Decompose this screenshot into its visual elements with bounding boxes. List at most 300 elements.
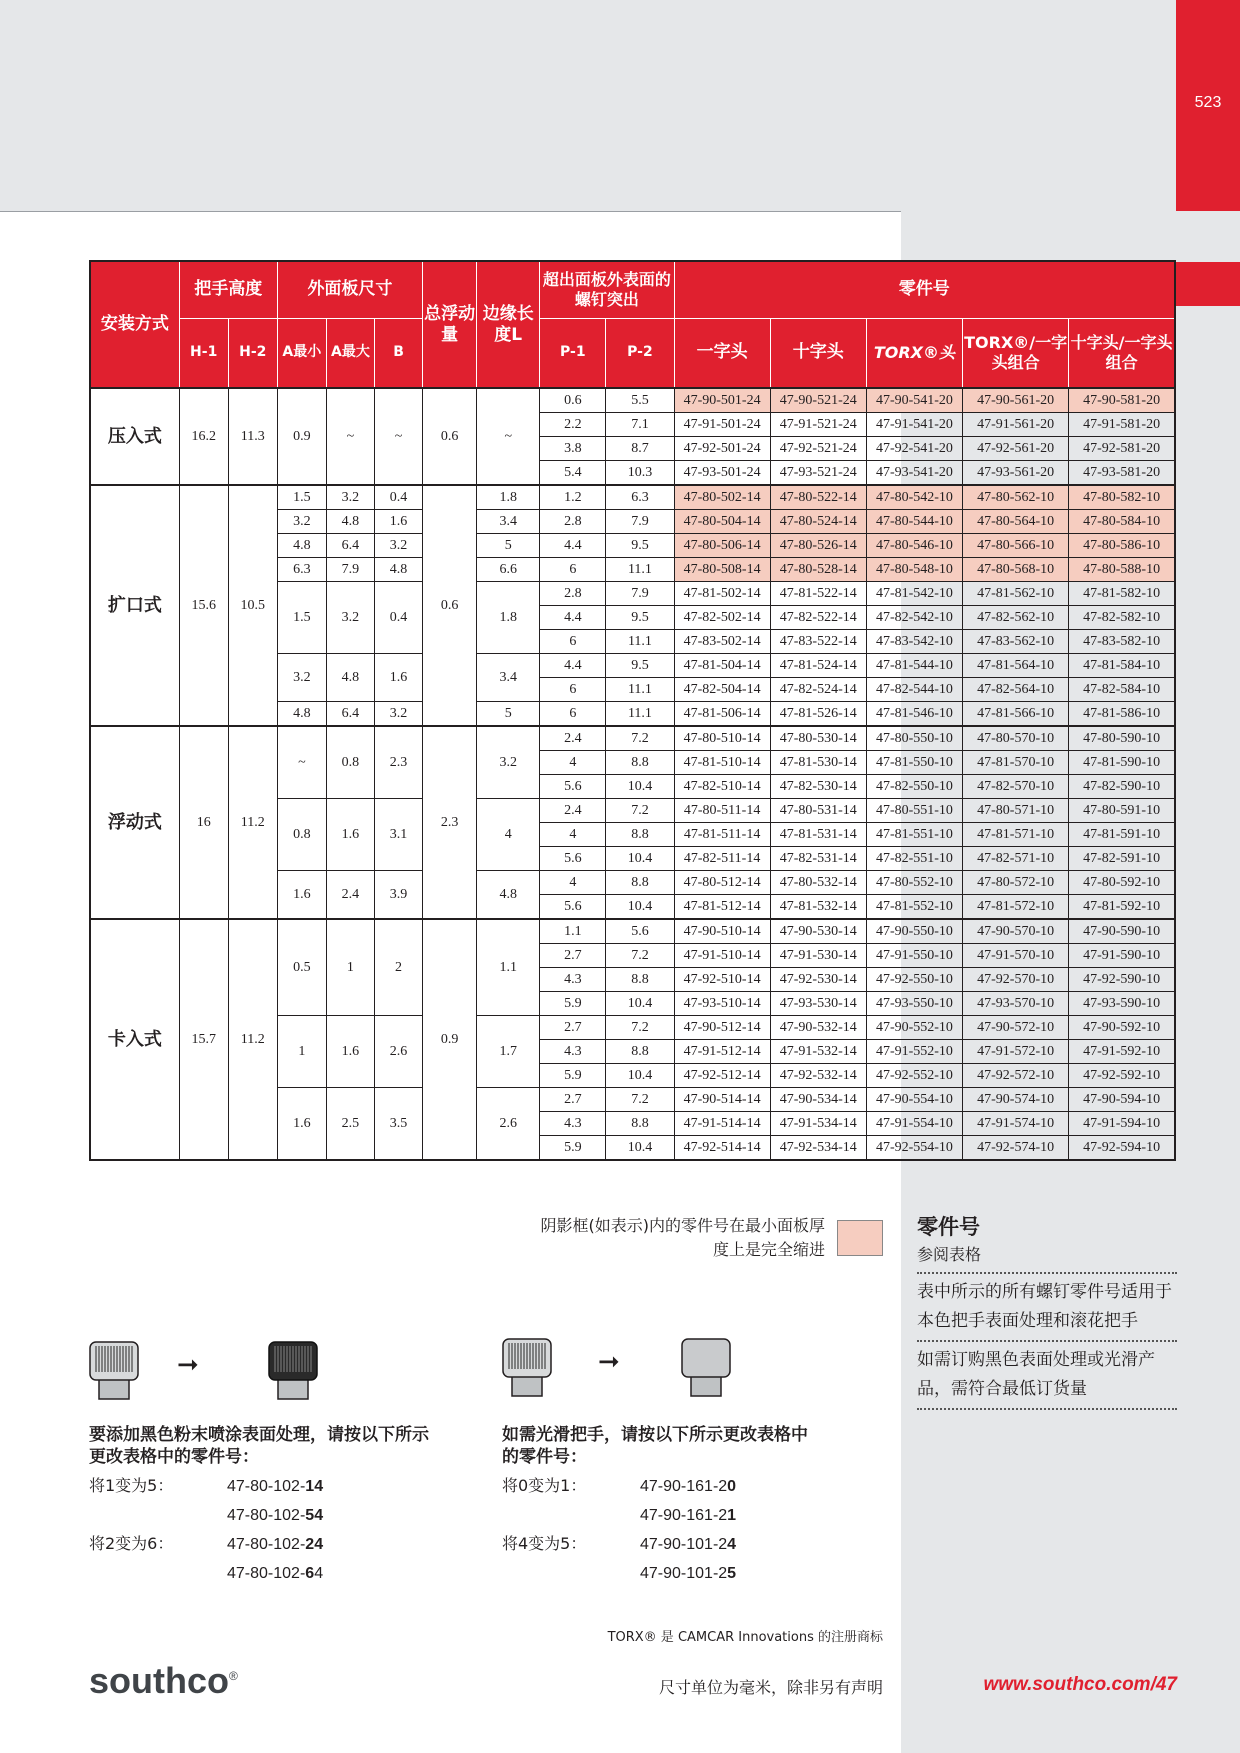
part-number-cell: 47-81-510-14 <box>674 751 770 775</box>
p1-cell: 4.4 <box>540 606 606 630</box>
part-number-cell: 47-91-592-10 <box>1069 1040 1175 1064</box>
part-number-cell: 47-81-506-14 <box>674 702 770 727</box>
part-number-cell: 47-90-501-24 <box>674 388 770 413</box>
part-number-cell: 47-92-521-24 <box>770 437 866 461</box>
col-h1: H-1 <box>179 318 228 388</box>
part-code: 47-80-102-64 <box>227 1565 324 1582</box>
p2-cell: 8.8 <box>606 1112 674 1136</box>
edge-length-cell: 2.6 <box>477 1088 540 1161</box>
a-max-cell: 1 <box>326 919 374 1016</box>
part-number-cell: 47-90-570-10 <box>963 919 1069 944</box>
part-number-cell: 47-80-531-14 <box>770 799 866 823</box>
p1-cell: 5.9 <box>540 992 606 1016</box>
b-cell: 0.4 <box>374 582 422 654</box>
part-number-cell: 47-92-501-24 <box>674 437 770 461</box>
part-number-cell: 47-91-550-10 <box>866 944 962 968</box>
shade-swatch <box>837 1220 883 1256</box>
col-a-min: A最小 <box>277 318 326 388</box>
h1-cell: 16 <box>179 726 228 919</box>
smooth-handle-instruction: 如需光滑把手，请按以下所示更改表格中 的零件号： <box>502 1425 808 1467</box>
part-number-cell: 47-80-530-14 <box>770 726 866 751</box>
table-row <box>90 388 1175 413</box>
part-number-cell: 47-80-502-14 <box>674 485 770 510</box>
part-number-cell: 47-82-582-10 <box>1069 606 1175 630</box>
col-p2: P-2 <box>606 318 674 388</box>
edge-length-cell: 4 <box>477 799 540 871</box>
part-number-cell: 47-91-541-20 <box>866 413 962 437</box>
smooth-knob-icon <box>681 1337 733 1397</box>
col-phillips: 十字头 <box>770 318 866 388</box>
col-mount: 安装方式 <box>90 261 179 388</box>
part-number-cell: 47-91-521-24 <box>770 413 866 437</box>
part-number-cell: 47-90-572-10 <box>963 1016 1069 1040</box>
edge-length-cell: 1.1 <box>477 919 540 1016</box>
a-min-cell: 1.5 <box>277 485 326 510</box>
part-number-cell: 47-92-550-10 <box>866 968 962 992</box>
p1-cell: 6 <box>540 702 606 727</box>
part-number-cell: 47-93-570-10 <box>963 992 1069 1016</box>
part-number-cell: 47-92-512-14 <box>674 1064 770 1088</box>
part-number-cell: 47-80-542-10 <box>866 485 962 510</box>
p2-cell: 8.8 <box>606 871 674 895</box>
edge-length-cell: 3.2 <box>477 726 540 799</box>
b-cell: 1.6 <box>374 510 422 534</box>
part-number-cell: 47-82-504-14 <box>674 678 770 702</box>
part-number-cell: 47-91-570-10 <box>963 944 1069 968</box>
p2-cell: 5.6 <box>606 919 674 944</box>
p1-cell: 0.6 <box>540 388 606 413</box>
part-number-cell: 47-82-510-14 <box>674 775 770 799</box>
part-number-cell: 47-90-552-10 <box>866 1016 962 1040</box>
a-max-cell: ~ <box>326 388 374 485</box>
p2-cell: 7.2 <box>606 1016 674 1040</box>
part-number-cell: 47-92-594-10 <box>1069 1136 1175 1161</box>
part-number-cell: 47-93-550-10 <box>866 992 962 1016</box>
mount-style-cell: 扩口式 <box>90 485 179 726</box>
part-number-cell: 47-80-562-10 <box>963 485 1069 510</box>
red-stripe <box>1176 262 1240 306</box>
part-number-cell: 47-82-562-10 <box>963 606 1069 630</box>
part-number-cell: 47-81-591-10 <box>1069 823 1175 847</box>
a-min-cell: 0.8 <box>277 799 326 871</box>
part-number-cell: 47-90-592-10 <box>1069 1016 1175 1040</box>
part-number-cell: 47-80-570-10 <box>963 726 1069 751</box>
part-number-cell: 47-82-530-14 <box>770 775 866 799</box>
float-cell: 0.6 <box>423 388 477 485</box>
p2-cell: 11.1 <box>606 558 674 582</box>
p1-cell: 4.4 <box>540 534 606 558</box>
float-cell: 0.9 <box>423 919 477 1160</box>
col-float: 总浮动量 <box>423 261 477 388</box>
part-number-cell: 47-90-581-20 <box>1069 388 1175 413</box>
b-cell: ~ <box>374 388 422 485</box>
part-number-cell: 47-80-510-14 <box>674 726 770 751</box>
part-number-cell: 47-90-514-14 <box>674 1088 770 1112</box>
part-number-cell: 47-81-544-10 <box>866 654 962 678</box>
a-min-cell: 4.8 <box>277 534 326 558</box>
part-number-cell: 47-81-522-14 <box>770 582 866 606</box>
p1-cell: 2.7 <box>540 944 606 968</box>
part-number-cell: 47-80-584-10 <box>1069 510 1175 534</box>
float-cell: 2.3 <box>423 726 477 919</box>
h2-cell: 11.3 <box>228 388 277 485</box>
p1-cell: 4.3 <box>540 1040 606 1064</box>
part-number-cell: 47-80-564-10 <box>963 510 1069 534</box>
part-number-cell: 47-91-554-10 <box>866 1112 962 1136</box>
a-max-cell: 6.4 <box>326 534 374 558</box>
mount-style-cell: 压入式 <box>90 388 179 485</box>
a-min-cell: 1.6 <box>277 871 326 920</box>
part-number-cell: 47-83-522-14 <box>770 630 866 654</box>
part-number-cell: 47-81-502-14 <box>674 582 770 606</box>
p1-cell: 2.8 <box>540 582 606 606</box>
part-number-cell: 47-92-530-14 <box>770 968 866 992</box>
part-code: 47-80-102-14 <box>227 1478 324 1495</box>
sidebar-subtitle: 参阅表格 <box>917 1242 1177 1274</box>
part-number-cell: 47-93-590-10 <box>1069 992 1175 1016</box>
part-number-cell: 47-90-510-14 <box>674 919 770 944</box>
part-number-cell: 47-92-552-10 <box>866 1064 962 1088</box>
a-min-cell: 1 <box>277 1016 326 1088</box>
col-h2: H-2 <box>228 318 277 388</box>
p2-cell: 6.3 <box>606 485 674 510</box>
p2-cell: 8.8 <box>606 968 674 992</box>
part-number-cell: 47-92-590-10 <box>1069 968 1175 992</box>
p1-cell: 4.3 <box>540 1112 606 1136</box>
b-cell: 3.9 <box>374 871 422 920</box>
part-number-cell: 47-90-594-10 <box>1069 1088 1175 1112</box>
float-cell: 0.6 <box>423 485 477 726</box>
part-number-cell: 47-80-512-14 <box>674 871 770 895</box>
part-number-cell: 47-82-502-14 <box>674 606 770 630</box>
part-number-cell: 47-91-532-14 <box>770 1040 866 1064</box>
part-number-cell: 47-81-524-14 <box>770 654 866 678</box>
p2-cell: 11.1 <box>606 702 674 727</box>
part-number-cell: 47-90-590-10 <box>1069 919 1175 944</box>
part-number-cell: 47-81-552-10 <box>866 895 962 920</box>
p2-cell: 11.1 <box>606 678 674 702</box>
edge-length-cell: 3.4 <box>477 510 540 534</box>
part-number-cell: 47-81-532-14 <box>770 895 866 920</box>
part-number-cell: 47-90-541-20 <box>866 388 962 413</box>
black-knurled-knob-icon <box>268 1340 320 1400</box>
p1-cell: 2.4 <box>540 799 606 823</box>
part-number-cell: 47-82-542-10 <box>866 606 962 630</box>
part-number-cell: 47-81-584-10 <box>1069 654 1175 678</box>
sidebar-part-no <box>917 1212 1177 1410</box>
edge-length-cell: 3.4 <box>477 654 540 702</box>
sidebar-title: 零件号 <box>917 1215 980 1239</box>
arrow-right-icon: ➞ <box>177 1350 199 1380</box>
part-number-cell: 47-91-530-14 <box>770 944 866 968</box>
part-number-cell: 47-91-552-10 <box>866 1040 962 1064</box>
part-number-cell: 47-81-592-10 <box>1069 895 1175 920</box>
edge-length-cell: 1.8 <box>477 485 540 510</box>
p1-cell: 6 <box>540 558 606 582</box>
p1-cell: 2.7 <box>540 1016 606 1040</box>
a-max-cell: 2.5 <box>326 1088 374 1161</box>
part-number-cell: 47-80-506-14 <box>674 534 770 558</box>
part-number-cell: 47-81-586-10 <box>1069 702 1175 727</box>
p1-cell: 5.6 <box>540 895 606 920</box>
b-cell: 2 <box>374 919 422 1016</box>
part-number-cell: 47-81-531-14 <box>770 823 866 847</box>
parts-table <box>89 260 1176 1161</box>
p2-cell: 7.2 <box>606 1088 674 1112</box>
part-number-cell: 47-81-590-10 <box>1069 751 1175 775</box>
a-max-cell: 0.8 <box>326 726 374 799</box>
col-phillips-combo: 十字头/一字头组合 <box>1069 318 1175 388</box>
part-number-cell: 47-91-510-14 <box>674 944 770 968</box>
part-number-cell: 47-80-572-10 <box>963 871 1069 895</box>
part-number-cell: 47-92-532-14 <box>770 1064 866 1088</box>
knurled-knob-icon <box>89 1340 141 1400</box>
h2-cell: 11.2 <box>228 726 277 919</box>
edge-length-cell: 4.8 <box>477 871 540 920</box>
part-number-cell: 47-92-554-10 <box>866 1136 962 1161</box>
part-number-cell: 47-82-570-10 <box>963 775 1069 799</box>
mount-style-cell: 浮动式 <box>90 726 179 919</box>
part-number-cell: 47-81-546-10 <box>866 702 962 727</box>
p1-cell: 2.7 <box>540 1088 606 1112</box>
mount-style-cell: 卡入式 <box>90 919 179 1160</box>
part-number-cell: 47-81-512-14 <box>674 895 770 920</box>
p1-cell: 4.3 <box>540 968 606 992</box>
table-row <box>90 726 1175 751</box>
part-number-cell: 47-82-524-14 <box>770 678 866 702</box>
part-number-cell: 47-92-510-14 <box>674 968 770 992</box>
b-cell: 0.4 <box>374 485 422 510</box>
part-number-cell: 47-92-592-10 <box>1069 1064 1175 1088</box>
table-row <box>90 919 1175 944</box>
edge-length-cell: 1.7 <box>477 1016 540 1088</box>
part-number-cell: 47-82-511-14 <box>674 847 770 871</box>
p2-cell: 7.9 <box>606 510 674 534</box>
p1-cell: 3.8 <box>540 437 606 461</box>
part-number-cell: 47-80-546-10 <box>866 534 962 558</box>
part-number-cell: 47-80-568-10 <box>963 558 1069 582</box>
p2-cell: 11.1 <box>606 630 674 654</box>
p1-cell: 1.1 <box>540 919 606 944</box>
part-number-cell: 47-93-541-20 <box>866 461 962 486</box>
black-finish-instruction: 要添加黑色粉末喷涂表面处理，请按以下所示 更改表格中的零件号： <box>89 1425 429 1467</box>
part-number-cell: 47-91-594-10 <box>1069 1112 1175 1136</box>
p1-cell: 6 <box>540 678 606 702</box>
part-number-cell: 47-80-591-10 <box>1069 799 1175 823</box>
a-min-cell: 3.2 <box>277 510 326 534</box>
part-number-cell: 47-92-514-14 <box>674 1136 770 1161</box>
b-cell: 3.2 <box>374 534 422 558</box>
part-number-cell: 47-80-544-10 <box>866 510 962 534</box>
col-torx-combo: TORX®/一字头组合 <box>963 318 1069 388</box>
a-min-cell: 6.3 <box>277 558 326 582</box>
part-number-cell: 47-91-501-24 <box>674 413 770 437</box>
part-number-cell: 47-91-574-10 <box>963 1112 1069 1136</box>
a-max-cell: 4.8 <box>326 510 374 534</box>
part-number-cell: 47-83-502-14 <box>674 630 770 654</box>
part-number-cell: 47-81-511-14 <box>674 823 770 847</box>
page-number: 523 <box>1194 94 1222 111</box>
part-code: 47-90-101-24 <box>640 1536 737 1553</box>
sidebar-note-finish: 表中所示的所有螺钉零件号适用于本色把手表面处理和滚花把手 <box>917 1274 1177 1342</box>
header-band <box>0 0 1176 212</box>
a-max-cell: 1.6 <box>326 799 374 871</box>
p2-cell: 7.2 <box>606 944 674 968</box>
part-number-cell: 47-91-514-14 <box>674 1112 770 1136</box>
p2-cell: 5.5 <box>606 388 674 413</box>
h2-cell: 10.5 <box>228 485 277 726</box>
a-min-cell: 0.9 <box>277 388 326 485</box>
part-number-cell: 47-80-528-14 <box>770 558 866 582</box>
p2-cell: 10.4 <box>606 992 674 1016</box>
h1-cell: 16.2 <box>179 388 228 485</box>
p1-cell: 5.9 <box>540 1064 606 1088</box>
col-screw: 超出面板外表面的螺钉突出 <box>540 261 674 318</box>
h2-cell: 11.2 <box>228 919 277 1160</box>
smooth-handle-changes: 将0变为1： 47-90-161-20 47-90-161-21 将4变为5： 47-90-101-24 47-90-101-25 <box>502 1476 737 1582</box>
part-number-cell: 47-80-592-10 <box>1069 871 1175 895</box>
part-number-cell: 47-81-571-10 <box>963 823 1069 847</box>
part-number-cell: 47-80-590-10 <box>1069 726 1175 751</box>
part-number-cell: 47-80-522-14 <box>770 485 866 510</box>
part-number-cell: 47-90-521-24 <box>770 388 866 413</box>
part-number-cell: 47-80-588-10 <box>1069 558 1175 582</box>
part-number-cell: 47-82-551-10 <box>866 847 962 871</box>
part-number-cell: 47-81-526-14 <box>770 702 866 727</box>
part-code: 47-90-161-21 <box>640 1507 737 1524</box>
a-min-cell: 1.6 <box>277 1088 326 1161</box>
col-p1: P-1 <box>540 318 606 388</box>
part-number-cell: 47-93-501-24 <box>674 461 770 486</box>
part-number-cell: 47-81-570-10 <box>963 751 1069 775</box>
edge-length-cell: 5 <box>477 702 540 727</box>
p2-cell: 7.1 <box>606 413 674 437</box>
part-number-cell: 47-92-541-20 <box>866 437 962 461</box>
p2-cell: 8.8 <box>606 751 674 775</box>
part-number-cell: 47-82-522-14 <box>770 606 866 630</box>
part-number-cell: 47-92-574-10 <box>963 1136 1069 1161</box>
part-code: 47-80-102-54 <box>227 1507 324 1524</box>
part-number-cell: 47-93-521-24 <box>770 461 866 486</box>
b-cell: 4.8 <box>374 558 422 582</box>
p2-cell: 10.4 <box>606 1064 674 1088</box>
p1-cell: 2.4 <box>540 726 606 751</box>
edge-length-cell: 5 <box>477 534 540 558</box>
part-number-cell: 47-80-550-10 <box>866 726 962 751</box>
p2-cell: 10.4 <box>606 847 674 871</box>
part-number-cell: 47-92-572-10 <box>963 1064 1069 1088</box>
h1-cell: 15.7 <box>179 919 228 1160</box>
part-number-cell: 47-81-582-10 <box>1069 582 1175 606</box>
p1-cell: 5.6 <box>540 775 606 799</box>
part-number-cell: 47-81-504-14 <box>674 654 770 678</box>
p1-cell: 5.4 <box>540 461 606 486</box>
part-number-cell: 47-81-542-10 <box>866 582 962 606</box>
part-number-cell: 47-92-561-20 <box>963 437 1069 461</box>
part-number-cell: 47-80-508-14 <box>674 558 770 582</box>
part-number-cell: 47-80-526-14 <box>770 534 866 558</box>
col-part-no: 零件号 <box>674 261 1175 318</box>
p2-cell: 7.9 <box>606 582 674 606</box>
part-number-cell: 47-80-586-10 <box>1069 534 1175 558</box>
p1-cell: 4 <box>540 751 606 775</box>
units-note: 尺寸单位为毫米，除非另有声明 <box>658 1678 883 1697</box>
a-max-cell: 6.4 <box>326 702 374 727</box>
edge-length-cell: 1.8 <box>477 582 540 654</box>
part-number-cell: 47-91-512-14 <box>674 1040 770 1064</box>
a-max-cell: 7.9 <box>326 558 374 582</box>
p1-cell: 4.4 <box>540 654 606 678</box>
part-number-cell: 47-91-590-10 <box>1069 944 1175 968</box>
part-number-cell: 47-81-566-10 <box>963 702 1069 727</box>
p2-cell: 9.5 <box>606 654 674 678</box>
a-min-cell: 0.5 <box>277 919 326 1016</box>
part-number-cell: 47-90-534-14 <box>770 1088 866 1112</box>
part-number-cell: 47-90-550-10 <box>866 919 962 944</box>
part-number-cell: 47-80-511-14 <box>674 799 770 823</box>
col-edge: 边缘长度L <box>477 261 540 388</box>
part-number-cell: 47-82-564-10 <box>963 678 1069 702</box>
p2-cell: 7.2 <box>606 799 674 823</box>
website-link[interactable]: www.southco.com/47 <box>983 1674 1177 1695</box>
part-number-cell: 47-80-532-14 <box>770 871 866 895</box>
p2-cell: 9.5 <box>606 606 674 630</box>
col-a-max: A最大 <box>326 318 374 388</box>
part-number-cell: 47-90-561-20 <box>963 388 1069 413</box>
part-number-cell: 47-90-554-10 <box>866 1088 962 1112</box>
p2-cell: 8.7 <box>606 437 674 461</box>
part-number-cell: 47-82-590-10 <box>1069 775 1175 799</box>
part-number-cell: 47-83-542-10 <box>866 630 962 654</box>
a-min-cell: 4.8 <box>277 702 326 727</box>
part-number-cell: 47-91-561-20 <box>963 413 1069 437</box>
a-max-cell: 4.8 <box>326 654 374 702</box>
b-cell: 1.6 <box>374 654 422 702</box>
b-cell: 2.3 <box>374 726 422 799</box>
part-number-cell: 47-83-562-10 <box>963 630 1069 654</box>
col-torx: TORX®头 <box>866 318 962 388</box>
southco-logo: southco® <box>89 1660 238 1701</box>
part-number-cell: 47-91-534-14 <box>770 1112 866 1136</box>
part-number-cell: 47-90-532-14 <box>770 1016 866 1040</box>
p1-cell: 4 <box>540 871 606 895</box>
col-panel-size: 外面板尺寸 <box>277 261 422 318</box>
p2-cell: 10.4 <box>606 775 674 799</box>
part-number-cell: 47-91-581-20 <box>1069 413 1175 437</box>
part-number-cell: 47-93-510-14 <box>674 992 770 1016</box>
part-number-cell: 47-81-572-10 <box>963 895 1069 920</box>
p1-cell: 5.6 <box>540 847 606 871</box>
part-number-cell: 47-80-524-14 <box>770 510 866 534</box>
table-row <box>90 485 1175 510</box>
edge-length-cell: 6.6 <box>477 558 540 582</box>
part-code: 47-90-101-25 <box>640 1565 737 1582</box>
sidebar-note-order: 如需订购黑色表面处理或光滑产品，需符合最低订货量 <box>917 1342 1177 1410</box>
part-number-cell: 47-80-552-10 <box>866 871 962 895</box>
part-number-cell: 47-81-564-10 <box>963 654 1069 678</box>
part-number-cell: 47-90-574-10 <box>963 1088 1069 1112</box>
b-cell: 3.1 <box>374 799 422 871</box>
p2-cell: 8.8 <box>606 823 674 847</box>
part-number-cell: 47-93-561-20 <box>963 461 1069 486</box>
b-cell: 3.5 <box>374 1088 422 1161</box>
a-max-cell: 2.4 <box>326 871 374 920</box>
a-max-cell: 3.2 <box>326 582 374 654</box>
part-number-cell: 47-92-534-14 <box>770 1136 866 1161</box>
part-number-cell: 47-80-571-10 <box>963 799 1069 823</box>
h1-cell: 15.6 <box>179 485 228 726</box>
p1-cell: 1.2 <box>540 485 606 510</box>
